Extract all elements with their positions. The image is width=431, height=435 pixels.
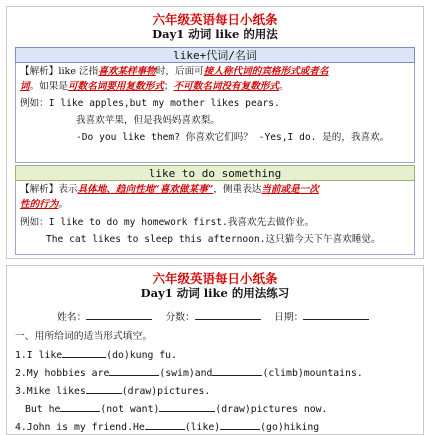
- student-info-row: 姓名： 分数： 日期：: [57, 310, 369, 324]
- analysis-line: 【解析】like 泛指喜欢某样事物时，后面可接人称代词的宾格形式或者名: [20, 66, 329, 77]
- question-3-cont: But he (not want) (draw)pictures now.: [25, 404, 328, 415]
- answer-blank[interactable]: [60, 402, 100, 412]
- instruction: 一、用所给词的适当形式填空。: [15, 331, 153, 342]
- analysis-line: 性的行为。: [20, 199, 68, 210]
- card-title: 六年级英语每日小纸条: [152, 271, 278, 286]
- analysis-line: 词。如果是可数名词要用复数形式；不可数名词没有复数形式。: [20, 81, 289, 92]
- question-3: 3.Mike likes (draw)pictures.: [15, 386, 211, 397]
- question-4: 4.John is my friend.He (like) (go)hiking: [15, 422, 320, 433]
- date-blank[interactable]: [303, 310, 369, 320]
- card-subtitle: Day1 动词 like 的用法练习: [140, 286, 290, 300]
- question-1: 1.I like (do)kung fu.: [15, 350, 177, 361]
- example-line: 例如：I like apples,but my mother likes pears.: [20, 98, 280, 109]
- section-body-2: [15, 181, 415, 255]
- answer-blank[interactable]: [159, 402, 215, 412]
- answer-blank[interactable]: [212, 366, 262, 376]
- score-blank[interactable]: [195, 310, 261, 320]
- card-subtitle: Day1 动词 like 的用法: [152, 27, 278, 41]
- section-header-like-pronoun-noun: like+代词/名词: [15, 47, 415, 63]
- example-line: 例如：I like to do my homework first.我喜欢先去做作业。: [20, 217, 315, 228]
- question-2: 2.My hobbies are (swim)and (climb)mountains.: [15, 368, 363, 379]
- example-line: The cat likes to sleep this afternoon.这只猫今天下午喜欢睡觉。: [46, 234, 381, 245]
- answer-blank[interactable]: [109, 366, 159, 376]
- example-translation: 我喜欢苹果，但是我妈妈喜欢梨。: [76, 115, 220, 126]
- answer-blank[interactable]: [220, 420, 260, 430]
- example-line: -Do you like them? 你喜欢它们吗？ -Yes,I do. 是的，我喜欢。: [76, 132, 390, 143]
- name-blank[interactable]: [86, 310, 152, 320]
- section-body-1: [15, 63, 415, 163]
- card-title: 六年级英语每日小纸条: [152, 12, 278, 27]
- lesson-card: [6, 6, 424, 259]
- answer-blank[interactable]: [145, 420, 185, 430]
- answer-blank[interactable]: [86, 384, 122, 394]
- analysis-line: 【解析】表示具体地、趋向性地“喜欢做某事”，侧重表达当前或是一次: [20, 184, 319, 195]
- answer-blank[interactable]: [62, 348, 106, 358]
- section-header-like-to-do: like to do something: [15, 165, 415, 181]
- exercise-card: [6, 265, 424, 435]
